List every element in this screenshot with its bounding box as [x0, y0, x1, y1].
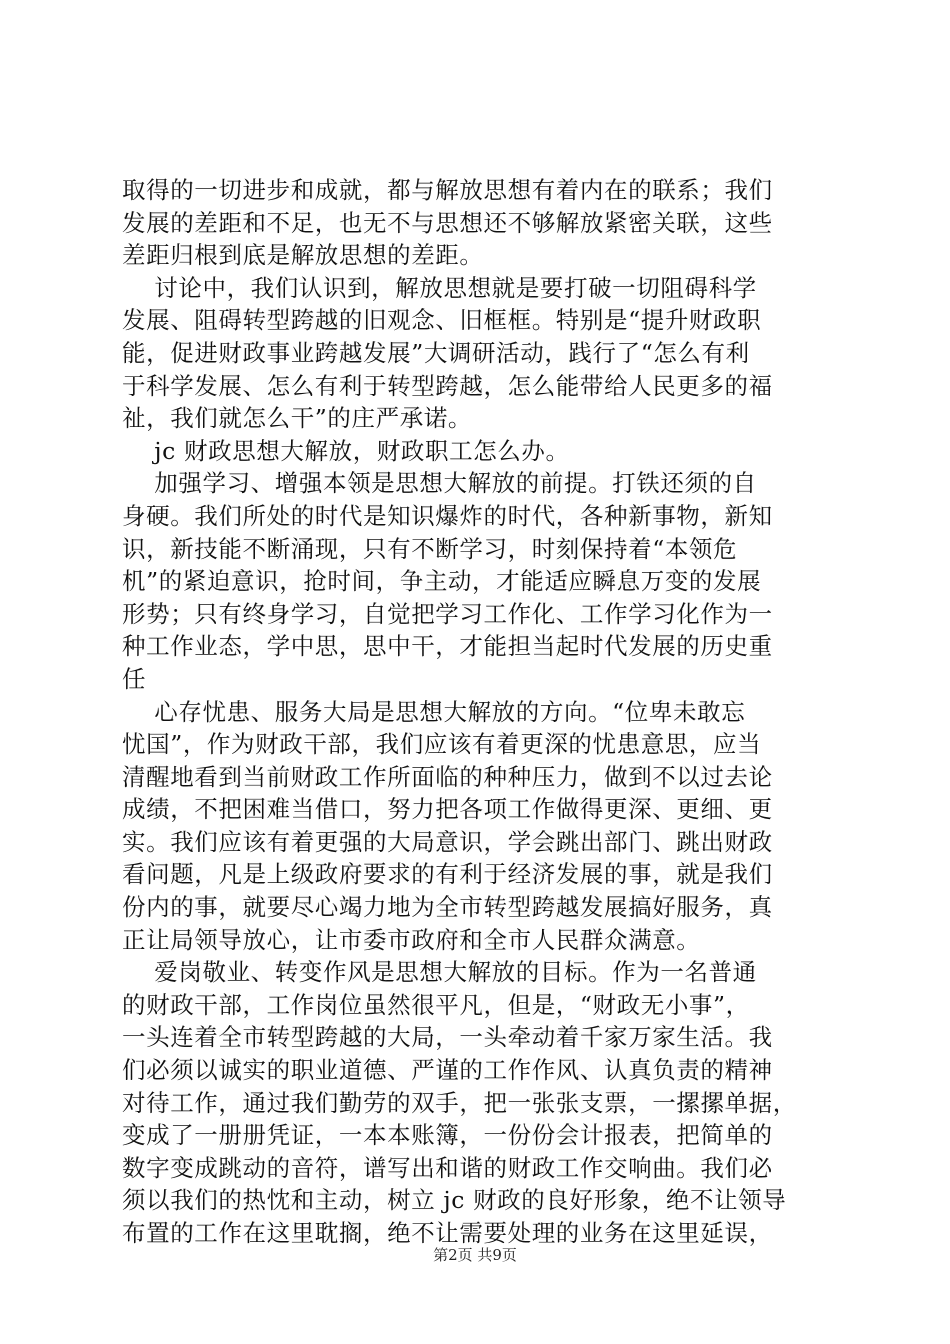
text-line: 清醒地看到当前财政工作所面临的种种压力，做到不以过去论: [122, 762, 773, 791]
text-line: 变成了一册册凭证，一本本账簿，一份份会计报表，把简单的: [122, 1121, 773, 1150]
text-line: 任: [122, 664, 147, 693]
text-line: 加强学习、增强本领是思想大解放的前提。打铁还须的自: [122, 469, 757, 498]
text-line: 讨论中，我们认识到，解放思想就是要打破一切阻碍科学: [122, 273, 757, 302]
text-line: 发展、阻碍转型跨越的旧观念、旧框框。特别是“提升财政职: [122, 306, 762, 335]
text-line: 看问题，凡是上级政府要求的有利于经济发展的事，就是我们: [122, 860, 773, 889]
text-line: 差距归根到底是解放思想的差距。: [122, 241, 484, 270]
text-line: 实。我们应该有着更强的大局意识，学会跳出部门、跳出财政: [122, 827, 773, 856]
text-line: 祉，我们就怎么干”的庄严承诺。: [122, 404, 473, 433]
text-line: jc 财政思想大解放，财政职工怎么办。: [122, 436, 570, 465]
page-number-footer: 第2页 共9页: [433, 1246, 517, 1264]
text-line: 能，促进财政事业跨越发展”大调研活动，践行了“怎么有利: [122, 338, 750, 367]
text-line: 取得的一切进步和成就，都与解放思想有着内在的联系；我们: [122, 176, 773, 204]
text-line: 一头连着全市转型跨越的大局，一头牵动着千家万家生活。我: [122, 1023, 773, 1052]
text-line: 正让局领导放心，让市委市政府和全市人民群众满意。: [122, 925, 701, 954]
document-body: [122, 174, 830, 1250]
text-line: 数字变成跳动的音符，谱写出和谐的财政工作交响曲。我们必: [122, 1153, 773, 1182]
text-line: 们必须以诚实的职业道德、严谨的工作作风、认真负责的精神: [122, 1056, 773, 1085]
text-line: 机”的紧迫意识，抢时间，争主动，才能适应瞬息万变的发展: [122, 567, 762, 596]
text-line: 心存忧患、服务大局是思想大解放的方向。“位卑未敢忘: [122, 697, 746, 726]
text-line: 成绩，不把困难当借口，努力把各项工作做得更深、更细、更: [122, 795, 773, 824]
text-line: 忧国”，作为财政干部，我们应该有着更深的忧患意思，应当: [122, 730, 762, 759]
text-line: 份内的事，就要尽心竭力地为全市转型跨越发展搞好服务，真: [122, 893, 773, 922]
text-line: 发展的差距和不足，也无不与思想还不够解放紧密关联，这些: [122, 208, 773, 237]
text-line: 须以我们的热忱和主动，树立 jc 财政的良好形象，绝不让领导: [122, 1186, 787, 1215]
text-line: 于科学发展、怎么有利于转型跨越，怎么能带给人民更多的福: [122, 371, 773, 400]
text-line: 种工作业态，学中思，思中干，才能担当起时代发展的历史重: [122, 632, 773, 661]
text-line: 形势；只有终身学习，自觉把学习工作化、工作学习化作为一: [122, 599, 773, 628]
text-line: 爱岗敬业、转变作风是思想大解放的目标。作为一名普通: [122, 958, 757, 987]
text-line: 布置的工作在这里耽搁，绝不让需要处理的业务在这里延误，: [122, 1219, 773, 1247]
text-line: 的财政干部，工作岗位虽然很平凡，但是，“财政无小事”，: [122, 990, 750, 1019]
text-line: 对待工作，通过我们勤劳的双手，把一张张支票，一摞摞单据，: [122, 1088, 797, 1117]
text-line: 识，新技能不断涌现，只有不断学习，时刻保持着“本领危: [122, 534, 738, 563]
text-line: 身硬。我们所处的时代是知识爆炸的时代，各种新事物，新知: [122, 501, 773, 530]
